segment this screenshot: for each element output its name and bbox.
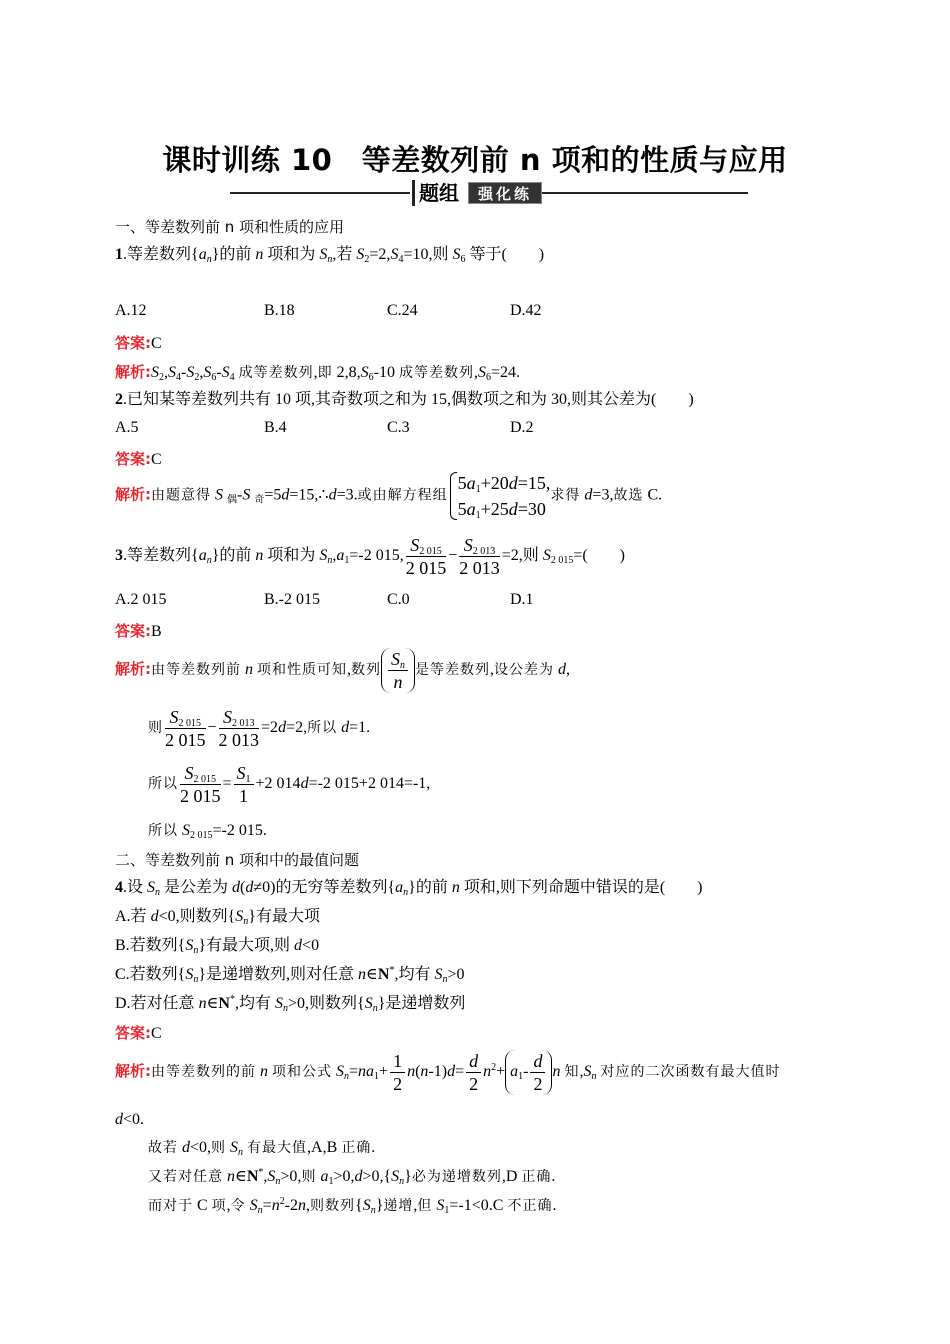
q3-option-b: B.-2 015 — [264, 591, 320, 608]
q4-analysis-cont: d<0. — [115, 1111, 145, 1128]
q3-answer: 答案:B — [115, 622, 162, 640]
banner-caption — [410, 180, 542, 206]
question-4: 4.设 $S_n$ 是公差为 d(d≠0)的无穷等差数列$\{a_n\}$的前 n 项和,则下列命题中错误的是( ) — [115, 879, 703, 898]
q3-analysis-step-2: 所以 $\frac{S_{2 015}}{2 015}$ = $\frac{S_1}{1}$ +2 014d=-2 015+2 014=-1, — [148, 763, 431, 806]
q4-option-d: D.若对任意 n∈N*,均有 $S_n>0$,则数列$\{S_n\}$是递增数列 — [115, 994, 466, 1014]
q3-analysis: 解析:由等差数列前 n 项和性质可知,数列 $\frac{S_n}{n}$ 是等差数列,设公差为 d, — [115, 649, 571, 692]
q4-option-a: A.若 d<0,则数列$\{S_n\}$有最大项 — [115, 908, 320, 927]
q4-option-c: C.若数列$\{S_n\}$是递增数列,则对任意 n∈N*,均有 $S_n>0$ — [115, 965, 465, 985]
question-1: 1.等差数列$\{a_n\}$的前 n 项和为 $S_n$,若 $S_2=2,S_4=10$,则 $S_6$ 等于( ) — [115, 246, 545, 265]
q3-analysis-step-1: 则 $\frac{S_{2 015}}{2 015}$ − $\frac{S_{2 013}}{2 013}$ =2d=2,所以 d=1. — [148, 707, 371, 750]
q2-option-d: D.2 — [510, 419, 534, 436]
q4-option-b: B.若数列$\{S_n\}$有最大项,则 d<0 — [115, 937, 320, 956]
section-banner — [230, 180, 748, 206]
q1-option-c: C.24 — [387, 302, 418, 319]
question-2: 2.已知某等差数列共有 10 项,其奇数项之和为 15,偶数项之和为 30,则其公差为( ) — [115, 391, 694, 408]
q2-option-b: B.4 — [264, 419, 287, 436]
banner-label-left: 题组 — [412, 180, 463, 206]
banner-rule-left — [230, 192, 410, 194]
q1-option-a: A.12 — [115, 302, 147, 319]
page-title: 课时训练 10 等差数列前 n 项和的性质与应用 — [162, 143, 788, 177]
q4-analysis-step-2: 又若对任意 $n\in N^*,S_n>0$,则 $a_1>0,d>0,\{S_n\}$必为递增数列,D 正确. — [148, 1167, 556, 1187]
q2-answer: 答案:C — [115, 450, 162, 468]
q3-option-a: A.2 015 — [115, 591, 167, 608]
equation-system: $5a_1+20d=15$, $5a_1+25d=30$ — [448, 470, 551, 522]
q1-option-b: B.18 — [264, 302, 295, 319]
q1-analysis: 解析$:S_2,S_4-S_2,S_6-S_4$ 成等差数列,即 $2,8,S_6-10$ 成等差数列$,S_6=24$. — [115, 363, 521, 383]
q3-analysis-step-3: 所以 $S_{2 015}=-2$ 015. — [148, 822, 267, 841]
q3-option-d: D.1 — [510, 591, 534, 608]
q1-option-d: D.42 — [510, 302, 542, 319]
q4-analysis: 解析:由等差数列的前 n 项和公式 $S_n=na_1+$ $\frac{1}{2}$ n(n-1)d= $\frac{d}{2}$ $n^2+ a_1-$ $\frac{d}{2}$ n 知$,S_n$ 对应的二次函数有最大值时 — [115, 1051, 781, 1094]
banner-rule-right — [542, 192, 748, 194]
section-heading-2: 二、等差数列前 n 项和中的最值问题 — [115, 851, 360, 869]
section-heading-1: 一、等差数列前 n 项和性质的应用 — [115, 218, 345, 236]
q4-analysis-step-1: 故若 d<0,则 $S_n$ 有最大值,A,B 正确. — [148, 1139, 376, 1158]
q4-analysis-step-3: 而对于 C 项,令 $S_n=n^2-2n$,则数列$\{S_n\}$递增,但 $S_1=-1<0.C$ 不正确. — [148, 1196, 557, 1216]
q1-answer: 答案:C — [115, 334, 162, 352]
question-3: 3.等差数列$\{a_n\}$的前 n 项和为 $S_n,a_1=-2$ 015, $\frac{S_{2 015}}{2 015}$ − $\frac{S_{2 013}}{2 013}$ =2,则 $S_{2 015}=$( ) — [115, 535, 625, 578]
q2-analysis: 解析:由题意得 S $_偶$-S $_奇$=5d=15,∴d=3.或由解方程组 $5a_1+20d=15$, $5a_1+25d=30$ 求得 d=3,故选 C. — [115, 470, 662, 522]
q4-answer: 答案:C — [115, 1024, 162, 1042]
q3-option-c: C.0 — [387, 591, 410, 608]
q2-option-a: A.5 — [115, 419, 139, 436]
q2-option-c: C.3 — [387, 419, 410, 436]
banner-label-right: 强化练 — [468, 182, 542, 204]
